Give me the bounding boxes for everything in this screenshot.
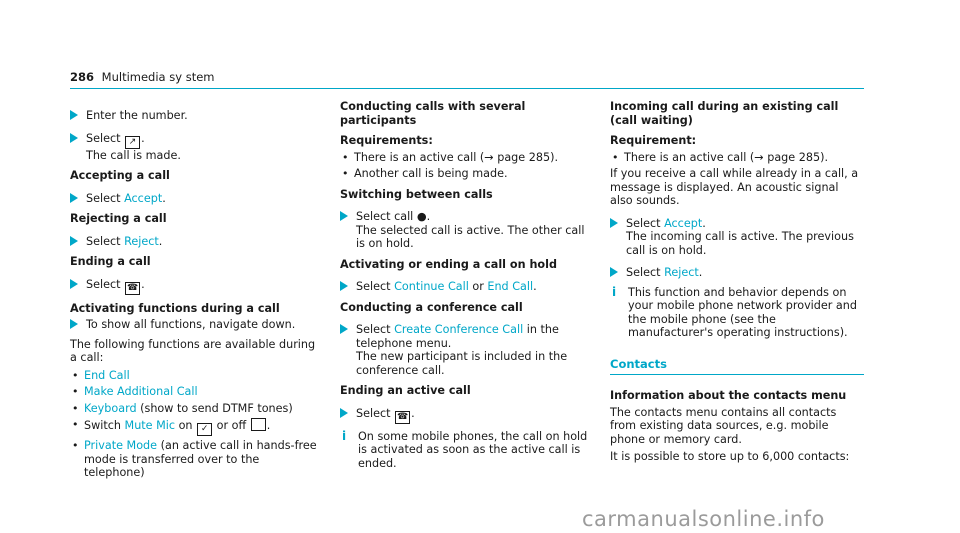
step-accept: Select Accept. xyxy=(70,192,320,206)
heading-contacts-menu: Information about the contacts menu xyxy=(610,389,847,402)
step-arrow-icon xyxy=(340,211,348,221)
create-conference-call-link[interactable]: Create Conference Call xyxy=(394,323,524,336)
list-item: • Keyboard (show to send DTMF tones) xyxy=(70,402,320,416)
step-arrow-icon xyxy=(340,408,348,418)
page-number: 286 xyxy=(70,70,95,84)
phone-call-icon: ↗ xyxy=(125,136,140,149)
header-rule xyxy=(70,88,864,89)
step-accept-waiting: Select Accept. The incoming call is active. The previous call is on hold. xyxy=(610,217,864,258)
heading-conference: Conducting a conference call xyxy=(340,300,523,314)
list-item xyxy=(70,385,320,399)
reject-link[interactable]: Reject xyxy=(664,266,699,279)
page-header xyxy=(70,70,215,84)
list-item: • There is an active call (→ page 285). xyxy=(610,151,864,165)
step-arrow-icon xyxy=(70,236,78,246)
reject-link[interactable]: Reject xyxy=(124,234,159,248)
step-arrow-icon xyxy=(610,267,618,277)
heading-multi: Conducting calls with several participants xyxy=(340,100,526,127)
mute-mic-link[interactable]: Mute Mic xyxy=(124,419,176,432)
column-3 xyxy=(610,100,864,468)
heading-end-active: Ending an active call xyxy=(340,384,471,397)
hang-up-icon: ☎ xyxy=(396,411,409,422)
accept-link[interactable]: Accept xyxy=(124,191,163,205)
step-switch: Select call ●. The selected call is active. The other call is on hold. xyxy=(340,210,590,251)
hang-up-icon: ☎ xyxy=(126,282,139,293)
watermark: carmanualsonline.info xyxy=(582,507,825,531)
step-arrow-icon xyxy=(70,279,78,289)
end-call-link[interactable]: End Call xyxy=(487,280,534,293)
contacts-menu-text: The contacts menu contains all contacts from existing data sources, e.g. mobile phone or memory card. xyxy=(610,405,837,446)
heading-accepting: Accepting a call xyxy=(70,169,170,182)
step-navigate: To show all functions, navigate down. xyxy=(70,318,320,332)
column-2 xyxy=(340,100,590,474)
keyboard-link[interactable]: Keyboard xyxy=(84,401,137,415)
step-arrow-icon xyxy=(610,218,618,228)
step-hold: Select Continue Call or End Call. xyxy=(340,280,590,294)
step-reject: Select Reject. xyxy=(70,235,320,249)
heading-rejecting: Rejecting a call xyxy=(70,212,167,225)
heading-requirements: Requirements: xyxy=(340,134,433,147)
step-arrow-icon xyxy=(70,193,78,203)
heading-requirement: Requirement: xyxy=(610,134,697,147)
functions-text: The following functions are available during a call: xyxy=(70,337,316,364)
step-arrow-icon xyxy=(70,133,78,143)
continue-call-link[interactable]: Continue Call xyxy=(394,280,469,293)
heading-switching: Switching between calls xyxy=(340,187,493,201)
list-item xyxy=(70,369,320,383)
info-note: i This function and behavior depends on your mobile phone network provider and the mobile phone (see the manufacturer's operating instructions). xyxy=(612,284,857,339)
step-select-call: Select ↗ . The call is made. xyxy=(70,132,320,163)
info-icon: i xyxy=(612,284,617,299)
call-dot-icon: ● xyxy=(416,210,427,223)
make-additional-call-link[interactable]: Make Additional Call xyxy=(84,385,198,398)
list-item: • There is an active call (→ page 285). xyxy=(340,151,590,165)
list-item: • Switch Mute Mic on ✓ or off . xyxy=(70,418,320,436)
list-item: • Another call is being made. xyxy=(340,167,590,181)
heading-hold: Activating or ending a call on hold xyxy=(340,257,557,271)
list-item: • Private Mode (an active call in hands-free mode is transferred over to the telephone) xyxy=(70,439,320,480)
step-end: Select ☎ . xyxy=(70,278,320,295)
step-end-active: Select ☎ . xyxy=(340,407,590,424)
contacts-section-title: Contacts xyxy=(610,358,864,376)
accept-link[interactable]: Accept xyxy=(664,216,703,230)
heading-activating: Activating functions during a call xyxy=(70,301,280,315)
step-arrow-icon xyxy=(340,281,348,291)
end-call-link[interactable]: End Call xyxy=(84,368,130,382)
checkbox-empty-icon xyxy=(251,418,266,431)
step-arrow-icon xyxy=(340,324,348,334)
info-note: i On some mobile phones, the call on hold is activated as soon as the active call is ended. xyxy=(342,428,588,470)
step-arrow-icon xyxy=(70,110,78,120)
waiting-text: If you receive a call while already in a call, a message is displayed. An acoustic signal also sounds. xyxy=(610,167,859,207)
heading-ending: Ending a call xyxy=(70,255,151,268)
private-mode-link[interactable]: Private Mode xyxy=(84,439,158,452)
section-title: Multimedia sy stem xyxy=(101,70,215,84)
column-1 xyxy=(70,100,320,483)
heading-call-waiting: Incoming call during an existing call (call waiting) xyxy=(610,100,839,127)
checkbox-checked-icon: ✓ xyxy=(197,423,212,436)
info-icon: i xyxy=(342,428,347,443)
step-arrow-icon xyxy=(70,319,78,329)
step-conference: Select Create Conference Call in the telephone menu. The new participant is included in the conference call. xyxy=(340,323,590,377)
step-reject-waiting: Select Reject. xyxy=(610,266,864,280)
step-enter-number: Enter the number. xyxy=(70,109,320,123)
contacts-store-text: It is possible to store up to 6,000 contacts: xyxy=(610,450,850,463)
